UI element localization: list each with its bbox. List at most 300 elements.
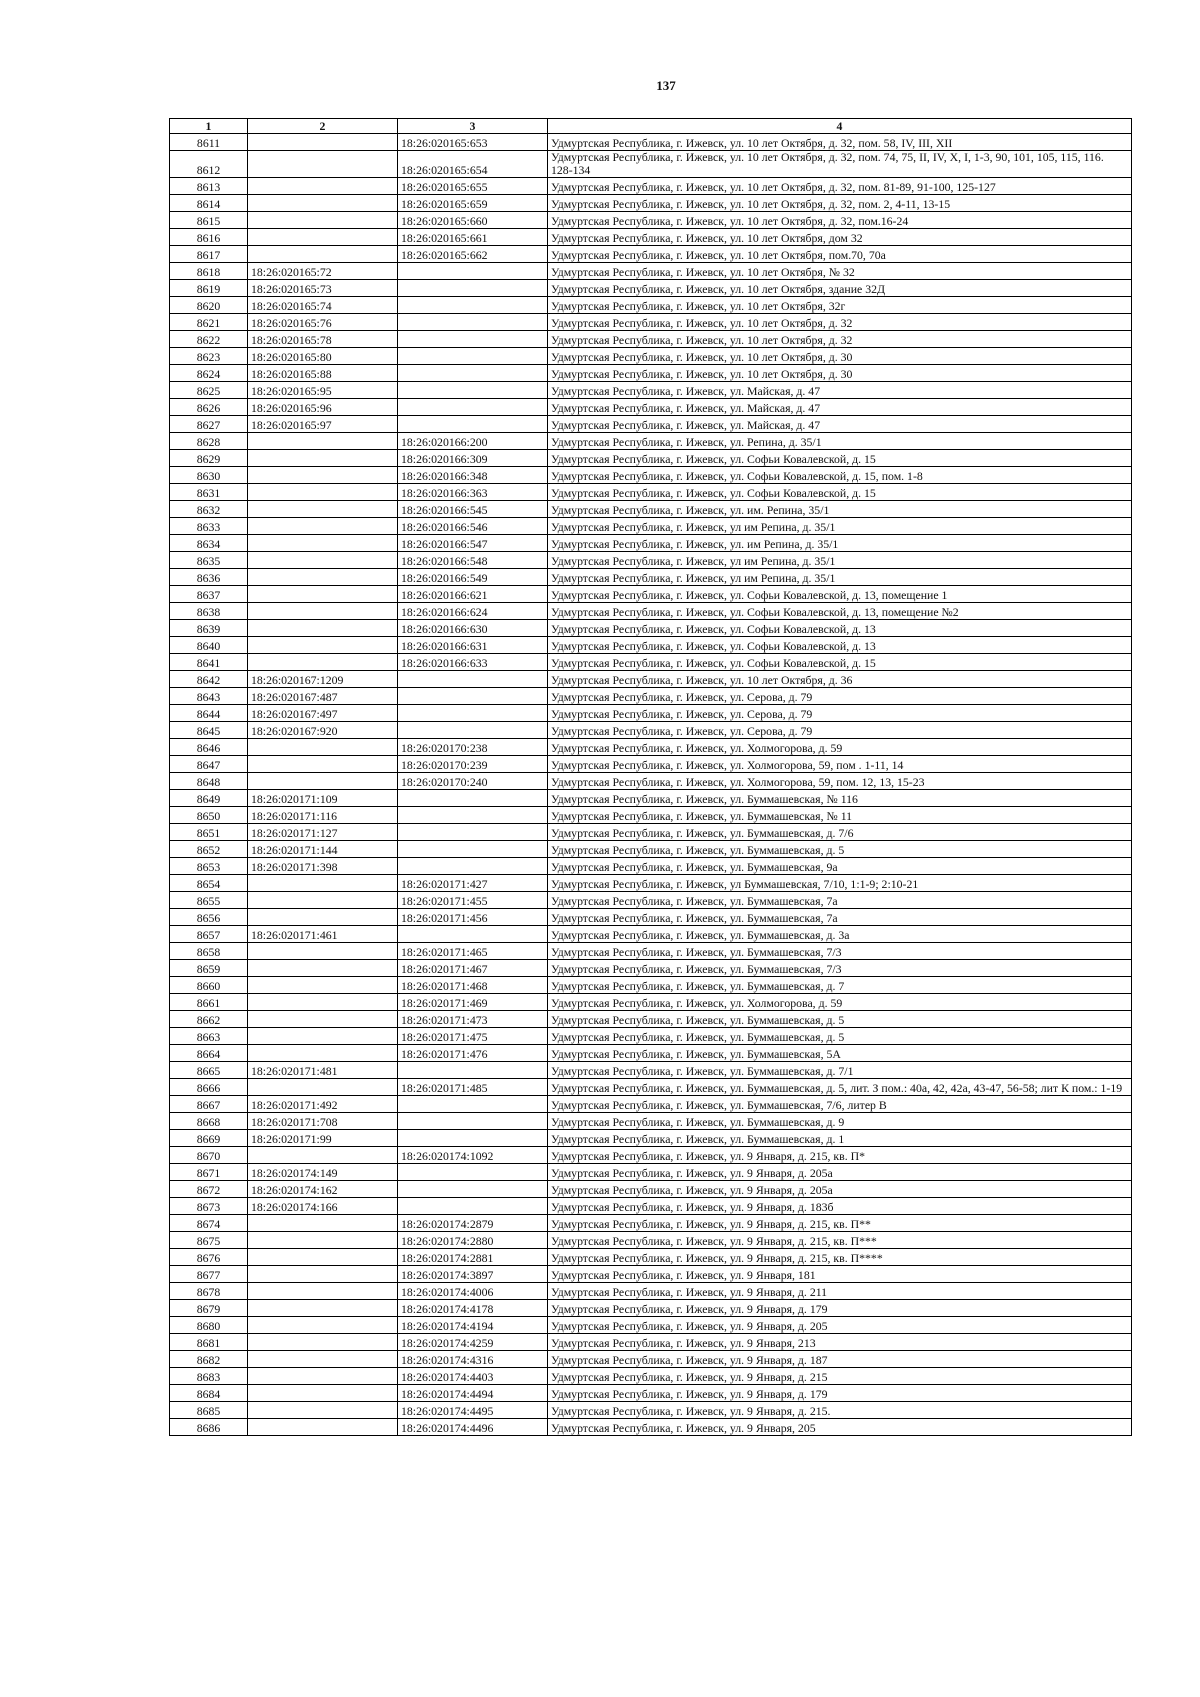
row-number-cell: 8681 bbox=[170, 1334, 248, 1351]
address-cell: Удмуртская Республика, г. Ижевск, ул. 9 Января, д. 205а bbox=[548, 1181, 1132, 1198]
cadastral-number-col2-cell bbox=[248, 620, 398, 637]
table-row bbox=[170, 263, 1132, 280]
cadastral-number-col2-cell bbox=[248, 1385, 398, 1402]
table-row bbox=[170, 1011, 1132, 1028]
table-row bbox=[170, 535, 1132, 552]
address-cell: Удмуртская Республика, г. Ижевск, ул. Холмогорова, д. 59 bbox=[548, 739, 1132, 756]
cadastral-number-col3-cell bbox=[398, 790, 548, 807]
cadastral-number-col3-cell: 18:26:020166:624 bbox=[398, 603, 548, 620]
address-cell: Удмуртская Республика, г. Ижевск, ул. Серова, д. 79 bbox=[548, 688, 1132, 705]
cadastral-number-col2-cell: 18:26:020165:95 bbox=[248, 382, 398, 399]
cadastral-number-col3-cell bbox=[398, 1113, 548, 1130]
cadastral-number-col3-cell: 18:26:020171:473 bbox=[398, 1011, 548, 1028]
address-cell: Удмуртская Республика, г. Ижевск, ул. Софьи Ковалевской, д. 15 bbox=[548, 450, 1132, 467]
table-row bbox=[170, 552, 1132, 569]
row-number-cell: 8619 bbox=[170, 280, 248, 297]
cadastral-number-col2-cell: 18:26:020171:398 bbox=[248, 858, 398, 875]
row-number-cell: 8636 bbox=[170, 569, 248, 586]
address-cell: Удмуртская Республика, г. Ижевск, ул. Буммашевская, д. 7 bbox=[548, 977, 1132, 994]
cadastral-number-col2-cell bbox=[248, 875, 398, 892]
cadastral-number-col2-cell bbox=[248, 246, 398, 263]
row-number-cell: 8632 bbox=[170, 501, 248, 518]
row-number-cell: 8625 bbox=[170, 382, 248, 399]
cadastral-number-col3-cell bbox=[398, 926, 548, 943]
row-number-cell: 8620 bbox=[170, 297, 248, 314]
cadastral-number-col3-cell: 18:26:020166:348 bbox=[398, 467, 548, 484]
address-cell: Удмуртская Республика, г. Ижевск, ул. Холмогорова, 59, пом. 12, 13, 15-23 bbox=[548, 773, 1132, 790]
cadastral-number-col2-cell: 18:26:020167:920 bbox=[248, 722, 398, 739]
cadastral-number-col3-cell: 18:26:020166:548 bbox=[398, 552, 548, 569]
cadastral-number-col2-cell bbox=[248, 1317, 398, 1334]
table-row bbox=[170, 705, 1132, 722]
address-cell: Удмуртская Республика, г. Ижевск, ул. 9 Января, д. 179 bbox=[548, 1300, 1132, 1317]
address-cell: Удмуртская Республика, г. Ижевск, ул. 9 Января, д. 211 bbox=[548, 1283, 1132, 1300]
cadastral-number-col3-cell: 18:26:020165:661 bbox=[398, 229, 548, 246]
header-row bbox=[170, 119, 1132, 134]
row-number-cell: 8618 bbox=[170, 263, 248, 280]
address-cell: Удмуртская Республика, г. Ижевск, ул. Софьи Ковалевской, д. 13 bbox=[548, 637, 1132, 654]
address-cell: Удмуртская Республика, г. Ижевск, ул. 9 Января, 205 bbox=[548, 1419, 1132, 1436]
row-number-cell: 8666 bbox=[170, 1079, 248, 1096]
row-number-cell: 8634 bbox=[170, 535, 248, 552]
row-number-cell: 8682 bbox=[170, 1351, 248, 1368]
cadastral-number-col2-cell bbox=[248, 1266, 398, 1283]
cadastral-number-col3-cell: 18:26:020171:468 bbox=[398, 977, 548, 994]
row-number-cell: 8679 bbox=[170, 1300, 248, 1317]
cadastral-number-col2-cell: 18:26:020167:487 bbox=[248, 688, 398, 705]
row-number-cell: 8670 bbox=[170, 1147, 248, 1164]
cadastral-number-col2-cell: 18:26:020174:162 bbox=[248, 1181, 398, 1198]
address-cell: Удмуртская Республика, г. Ижевск, ул. 10 лет Октября, д. 32, пом. 58, IV, III, XII bbox=[548, 134, 1132, 151]
address-cell: Удмуртская Республика, г. Ижевск, ул. 10 лет Октября, д. 32, пом. 81-89, 91-100, 125-127 bbox=[548, 178, 1132, 195]
address-cell: Удмуртская Республика, г. Ижевск, ул. Буммашевская, 5А bbox=[548, 1045, 1132, 1062]
table-row bbox=[170, 1096, 1132, 1113]
table-row bbox=[170, 756, 1132, 773]
cadastral-number-col3-cell bbox=[398, 1096, 548, 1113]
address-cell: Удмуртская Республика, г. Ижевск, ул. 10 лет Октября, д. 30 bbox=[548, 348, 1132, 365]
table-row bbox=[170, 841, 1132, 858]
address-cell: Удмуртская Республика, г. Ижевск, ул. 9 Января, д. 215, кв. П** bbox=[548, 1215, 1132, 1232]
row-number-cell: 8623 bbox=[170, 348, 248, 365]
cadastral-number-col3-cell: 18:26:020171:465 bbox=[398, 943, 548, 960]
address-cell: Удмуртская Республика, г. Ижевск, ул Буммашевская, 7/10, 1:1-9; 2:10-21 bbox=[548, 875, 1132, 892]
cadastral-number-col2-cell bbox=[248, 569, 398, 586]
row-number-cell: 8684 bbox=[170, 1385, 248, 1402]
address-cell: Удмуртская Республика, г. Ижевск, ул. 10 лет Октября, д. 30 bbox=[548, 365, 1132, 382]
address-cell: Удмуртская Республика, г. Ижевск, ул. Майская, д. 47 bbox=[548, 382, 1132, 399]
cadastral-number-col3-cell bbox=[398, 314, 548, 331]
address-cell: Удмуртская Республика, г. Ижевск, ул. Буммашевская, 7а bbox=[548, 909, 1132, 926]
address-cell: Удмуртская Республика, г. Ижевск, ул. 9 Января, д. 215, кв. П*** bbox=[548, 1232, 1132, 1249]
cadastral-number-col3-cell: 18:26:020174:4496 bbox=[398, 1419, 548, 1436]
cadastral-number-col3-cell: 18:26:020166:621 bbox=[398, 586, 548, 603]
cadastral-number-col2-cell bbox=[248, 994, 398, 1011]
row-number-cell: 8651 bbox=[170, 824, 248, 841]
table-row bbox=[170, 790, 1132, 807]
address-cell: Удмуртская Республика, г. Ижевск, ул. Софьи Ковалевской, д. 15 bbox=[548, 484, 1132, 501]
address-cell: Удмуртская Республика, г. Ижевск, ул. 10 лет Октября, пом.70, 70а bbox=[548, 246, 1132, 263]
row-number-cell: 8638 bbox=[170, 603, 248, 620]
cadastral-number-col2-cell bbox=[248, 1215, 398, 1232]
table-row bbox=[170, 875, 1132, 892]
row-number-cell: 8672 bbox=[170, 1181, 248, 1198]
cadastral-number-col3-cell: 18:26:020174:3897 bbox=[398, 1266, 548, 1283]
row-number-cell: 8674 bbox=[170, 1215, 248, 1232]
cadastral-number-col3-cell bbox=[398, 688, 548, 705]
cadastral-number-col3-cell bbox=[398, 671, 548, 688]
row-number-cell: 8640 bbox=[170, 637, 248, 654]
row-number-cell: 8686 bbox=[170, 1419, 248, 1436]
address-cell: Удмуртская Республика, г. Ижевск, ул им Репина, д. 35/1 bbox=[548, 552, 1132, 569]
address-cell: Удмуртская Республика, г. Ижевск, ул. Софьи Ковалевской, д. 15 bbox=[548, 654, 1132, 671]
cadastral-number-col2-cell: 18:26:020171:461 bbox=[248, 926, 398, 943]
table-row bbox=[170, 297, 1132, 314]
cadastral-number-col3-cell: 18:26:020174:4194 bbox=[398, 1317, 548, 1334]
row-number-cell: 8641 bbox=[170, 654, 248, 671]
table-row bbox=[170, 739, 1132, 756]
cadastral-number-col2-cell bbox=[248, 535, 398, 552]
row-number-cell: 8658 bbox=[170, 943, 248, 960]
row-number-cell: 8624 bbox=[170, 365, 248, 382]
table-row bbox=[170, 348, 1132, 365]
cadastral-number-col3-cell: 18:26:020174:4316 bbox=[398, 1351, 548, 1368]
cadastral-number-col3-cell: 18:26:020171:456 bbox=[398, 909, 548, 926]
cadastral-number-col2-cell: 18:26:020167:497 bbox=[248, 705, 398, 722]
cadastral-number-col2-cell bbox=[248, 229, 398, 246]
cadastral-number-col2-cell bbox=[248, 1351, 398, 1368]
cadastral-number-col2-cell: 18:26:020174:166 bbox=[248, 1198, 398, 1215]
cadastral-number-col2-cell bbox=[248, 1232, 398, 1249]
column-header-2: 2 bbox=[248, 119, 398, 134]
cadastral-number-col3-cell: 18:26:020166:200 bbox=[398, 433, 548, 450]
row-number-cell: 8649 bbox=[170, 790, 248, 807]
cadastral-number-col2-cell bbox=[248, 1147, 398, 1164]
cadastral-number-col2-cell bbox=[248, 1300, 398, 1317]
cadastral-number-col3-cell: 18:26:020174:1092 bbox=[398, 1147, 548, 1164]
cadastral-number-col3-cell bbox=[398, 1181, 548, 1198]
row-number-cell: 8656 bbox=[170, 909, 248, 926]
table-row bbox=[170, 637, 1132, 654]
cadastral-number-col2-cell: 18:26:020165:88 bbox=[248, 365, 398, 382]
cadastral-number-col3-cell bbox=[398, 841, 548, 858]
cadastral-number-col2-cell: 18:26:020171:481 bbox=[248, 1062, 398, 1079]
cadastral-number-col3-cell: 18:26:020165:655 bbox=[398, 178, 548, 195]
table-row bbox=[170, 1283, 1132, 1300]
row-number-cell: 8647 bbox=[170, 756, 248, 773]
cadastral-number-col2-cell: 18:26:020167:1209 bbox=[248, 671, 398, 688]
cadastral-number-col3-cell: 18:26:020165:662 bbox=[398, 246, 548, 263]
page-number: 137 bbox=[656, 78, 676, 93]
cadastral-number-col2-cell bbox=[248, 960, 398, 977]
address-cell: Удмуртская Республика, г. Ижевск, ул. Буммашевская, № 11 bbox=[548, 807, 1132, 824]
address-cell: Удмуртская Республика, г. Ижевск, ул. Буммашевская, д. 5 bbox=[548, 841, 1132, 858]
cadastral-number-col3-cell bbox=[398, 722, 548, 739]
address-cell: Удмуртская Республика, г. Ижевск, ул. Софьи Ковалевской, д. 13, помещение 1 bbox=[548, 586, 1132, 603]
cadastral-number-col3-cell bbox=[398, 1198, 548, 1215]
table-row bbox=[170, 926, 1132, 943]
cadastral-number-col2-cell bbox=[248, 134, 398, 151]
column-header-1: 1 bbox=[170, 119, 248, 134]
table-row bbox=[170, 1181, 1132, 1198]
table-row bbox=[170, 1215, 1132, 1232]
cadastral-number-col3-cell: 18:26:020174:2879 bbox=[398, 1215, 548, 1232]
row-number-cell: 8660 bbox=[170, 977, 248, 994]
cadastral-number-col3-cell: 18:26:020165:653 bbox=[398, 134, 548, 151]
table-row bbox=[170, 1419, 1132, 1436]
cadastral-number-col3-cell: 18:26:020166:633 bbox=[398, 654, 548, 671]
cadastral-number-col3-cell bbox=[398, 705, 548, 722]
cadastral-number-col3-cell bbox=[398, 297, 548, 314]
row-number-cell: 8637 bbox=[170, 586, 248, 603]
address-cell: Удмуртская Республика, г. Ижевск, ул. 9 Января, д. 205а bbox=[548, 1164, 1132, 1181]
table-row bbox=[170, 246, 1132, 263]
address-cell: Удмуртская Республика, г. Ижевск, ул. 10 лет Октября, д. 32 bbox=[548, 331, 1132, 348]
cadastral-number-col3-cell: 18:26:020166:309 bbox=[398, 450, 548, 467]
table-row bbox=[170, 1198, 1132, 1215]
row-number-cell: 8680 bbox=[170, 1317, 248, 1334]
cadastral-number-col2-cell: 18:26:020171:127 bbox=[248, 824, 398, 841]
row-number-cell: 8671 bbox=[170, 1164, 248, 1181]
cadastral-number-col3-cell: 18:26:020166:363 bbox=[398, 484, 548, 501]
cadastral-number-col2-cell bbox=[248, 1368, 398, 1385]
cadastral-number-col3-cell: 18:26:020174:4259 bbox=[398, 1334, 548, 1351]
address-cell: Удмуртская Республика, г. Ижевск, ул. Холмогорова, д. 59 bbox=[548, 994, 1132, 1011]
address-cell: Удмуртская Республика, г. Ижевск, ул. Софьи Ковалевской, д. 13 bbox=[548, 620, 1132, 637]
cadastral-number-col2-cell bbox=[248, 1249, 398, 1266]
cadastral-number-col2-cell bbox=[248, 518, 398, 535]
table-row bbox=[170, 1334, 1132, 1351]
address-cell: Удмуртская Республика, г. Ижевск, ул. 9 Января, д. 215, кв. П**** bbox=[548, 1249, 1132, 1266]
cadastral-number-col3-cell bbox=[398, 399, 548, 416]
table-body bbox=[170, 134, 1132, 1436]
table-row bbox=[170, 1147, 1132, 1164]
cadastral-number-col2-cell bbox=[248, 1028, 398, 1045]
cadastral-number-col3-cell: 18:26:020171:469 bbox=[398, 994, 548, 1011]
address-cell: Удмуртская Республика, г. Ижевск, ул. Буммашевская, д. 5, лит. З пом.: 40а, 42, 42а, 43-47, 56-58; лит К пом.: 1-19 bbox=[548, 1079, 1132, 1096]
cadastral-number-col2-cell bbox=[248, 484, 398, 501]
cadastral-number-col3-cell: 18:26:020174:4006 bbox=[398, 1283, 548, 1300]
column-header-3: 3 bbox=[398, 119, 548, 134]
row-number-cell: 8627 bbox=[170, 416, 248, 433]
cadastral-number-col2-cell: 18:26:020165:80 bbox=[248, 348, 398, 365]
cadastral-number-col2-cell: 18:26:020171:116 bbox=[248, 807, 398, 824]
cadastral-number-col3-cell: 18:26:020171:455 bbox=[398, 892, 548, 909]
address-cell: Удмуртская Республика, г. Ижевск, ул. Софьи Ковалевской, д. 15, пом. 1-8 bbox=[548, 467, 1132, 484]
row-number-cell: 8628 bbox=[170, 433, 248, 450]
row-number-cell: 8631 bbox=[170, 484, 248, 501]
cadastral-number-col2-cell: 18:26:020165:74 bbox=[248, 297, 398, 314]
cadastral-number-col3-cell: 18:26:020174:4495 bbox=[398, 1402, 548, 1419]
table-row bbox=[170, 807, 1132, 824]
table-header bbox=[170, 119, 1132, 134]
table-row bbox=[170, 1300, 1132, 1317]
table-row bbox=[170, 382, 1132, 399]
table-row bbox=[170, 280, 1132, 297]
row-number-cell: 8644 bbox=[170, 705, 248, 722]
table-row bbox=[170, 824, 1132, 841]
cadastral-number-col2-cell bbox=[248, 1419, 398, 1436]
row-number-cell: 8659 bbox=[170, 960, 248, 977]
cadastral-number-col3-cell: 18:26:020166:547 bbox=[398, 535, 548, 552]
address-cell: Удмуртская Республика, г. Ижевск, ул. Серова, д. 79 bbox=[548, 722, 1132, 739]
table-row bbox=[170, 654, 1132, 671]
row-number-cell: 8611 bbox=[170, 134, 248, 151]
row-number-cell: 8652 bbox=[170, 841, 248, 858]
row-number-cell: 8677 bbox=[170, 1266, 248, 1283]
cadastral-number-col3-cell: 18:26:020174:4403 bbox=[398, 1368, 548, 1385]
table-row bbox=[170, 484, 1132, 501]
address-cell: Удмуртская Республика, г. Ижевск, ул. Софьи Ковалевской, д. 13, помещение №2 bbox=[548, 603, 1132, 620]
cadastral-number-col3-cell bbox=[398, 382, 548, 399]
row-number-cell: 8661 bbox=[170, 994, 248, 1011]
table-row bbox=[170, 365, 1132, 382]
cadastral-number-col3-cell: 18:26:020174:4178 bbox=[398, 1300, 548, 1317]
address-cell: Удмуртская Республика, г. Ижевск, ул. 10 лет Октября, д. 32, пом. 2, 4-11, 13-15 bbox=[548, 195, 1132, 212]
table-row bbox=[170, 909, 1132, 926]
address-cell: Удмуртская Республика, г. Ижевск, ул. 9 Января, д. 187 bbox=[548, 1351, 1132, 1368]
table-row bbox=[170, 688, 1132, 705]
row-number-cell: 8673 bbox=[170, 1198, 248, 1215]
cadastral-number-col3-cell bbox=[398, 858, 548, 875]
cadastral-number-col3-cell: 18:26:020171:427 bbox=[398, 875, 548, 892]
address-cell: Удмуртская Республика, г. Ижевск, ул. Холмогорова, 59, пом . 1-11, 14 bbox=[548, 756, 1132, 773]
cadastral-number-col2-cell bbox=[248, 151, 398, 178]
table-row bbox=[170, 994, 1132, 1011]
cadastral-number-col2-cell: 18:26:020171:708 bbox=[248, 1113, 398, 1130]
cadastral-number-col2-cell: 18:26:020171:109 bbox=[248, 790, 398, 807]
cadastral-number-col2-cell bbox=[248, 433, 398, 450]
address-cell: Удмуртская Республика, г. Ижевск, ул. Буммашевская, д. 5 bbox=[548, 1011, 1132, 1028]
row-number-cell: 8643 bbox=[170, 688, 248, 705]
row-number-cell: 8678 bbox=[170, 1283, 248, 1300]
address-cell: Удмуртская Республика, г. Ижевск, ул. Буммашевская, 7а bbox=[548, 892, 1132, 909]
row-number-cell: 8612 bbox=[170, 151, 248, 178]
row-number-cell: 8668 bbox=[170, 1113, 248, 1130]
address-cell: Удмуртская Республика, г. Ижевск, ул. 10 лет Октября, д. 32 bbox=[548, 314, 1132, 331]
address-cell: Удмуртская Республика, г. Ижевск, ул. Майская, д. 47 bbox=[548, 399, 1132, 416]
cadastral-number-col2-cell bbox=[248, 178, 398, 195]
cadastral-number-col2-cell bbox=[248, 1334, 398, 1351]
address-cell: Удмуртская Республика, г. Ижевск, ул. 9 Января, д. 215 bbox=[548, 1368, 1132, 1385]
row-number-cell: 8653 bbox=[170, 858, 248, 875]
cadastral-number-col2-cell bbox=[248, 943, 398, 960]
row-number-cell: 8664 bbox=[170, 1045, 248, 1062]
address-cell: Удмуртская Республика, г. Ижевск, ул. 9 Января, д. 179 bbox=[548, 1385, 1132, 1402]
cadastral-number-col2-cell bbox=[248, 212, 398, 229]
address-cell: Удмуртская Республика, г. Ижевск, ул им Репина, д. 35/1 bbox=[548, 518, 1132, 535]
cadastral-number-col2-cell: 18:26:020165:78 bbox=[248, 331, 398, 348]
cadastral-number-col3-cell: 18:26:020170:238 bbox=[398, 739, 548, 756]
row-number-cell: 8662 bbox=[170, 1011, 248, 1028]
table-row bbox=[170, 229, 1132, 246]
cadastral-number-col3-cell bbox=[398, 824, 548, 841]
row-number-cell: 8676 bbox=[170, 1249, 248, 1266]
address-cell: Удмуртская Республика, г. Ижевск, ул. Буммашевская, 9а bbox=[548, 858, 1132, 875]
row-number-cell: 8621 bbox=[170, 314, 248, 331]
cadastral-number-col2-cell: 18:26:020165:76 bbox=[248, 314, 398, 331]
address-cell: Удмуртская Республика, г. Ижевск, ул. 10 лет Октября, здание 32Д bbox=[548, 280, 1132, 297]
address-cell: Удмуртская Республика, г. Ижевск, ул. Репина, д. 35/1 bbox=[548, 433, 1132, 450]
cadastral-number-col2-cell bbox=[248, 1011, 398, 1028]
row-number-cell: 8675 bbox=[170, 1232, 248, 1249]
cadastral-number-col3-cell: 18:26:020165:660 bbox=[398, 212, 548, 229]
table-row bbox=[170, 467, 1132, 484]
table-row bbox=[170, 1249, 1132, 1266]
table-row bbox=[170, 518, 1132, 535]
cadastral-number-col2-cell: 18:26:020171:99 bbox=[248, 1130, 398, 1147]
cadastral-number-col3-cell bbox=[398, 348, 548, 365]
cadastral-number-col2-cell bbox=[248, 1402, 398, 1419]
row-number-cell: 8645 bbox=[170, 722, 248, 739]
row-number-cell: 8629 bbox=[170, 450, 248, 467]
address-cell: Удмуртская Республика, г. Ижевск, ул. Буммашевская, д. 7/1 bbox=[548, 1062, 1132, 1079]
table-row bbox=[170, 501, 1132, 518]
cadastral-number-col3-cell bbox=[398, 365, 548, 382]
cadastral-number-col2-cell bbox=[248, 586, 398, 603]
row-number-cell: 8622 bbox=[170, 331, 248, 348]
table-row bbox=[170, 1079, 1132, 1096]
cadastral-number-col3-cell bbox=[398, 807, 548, 824]
address-cell: Удмуртская Республика, г. Ижевск, ул. 10 лет Октября, д. 36 bbox=[548, 671, 1132, 688]
row-number-cell: 8642 bbox=[170, 671, 248, 688]
table-row bbox=[170, 722, 1132, 739]
cadastral-number-col3-cell: 18:26:020170:240 bbox=[398, 773, 548, 790]
cadastral-number-col3-cell: 18:26:020171:467 bbox=[398, 960, 548, 977]
table-row bbox=[170, 586, 1132, 603]
table-row bbox=[170, 195, 1132, 212]
cadastral-number-col3-cell bbox=[398, 280, 548, 297]
table-row bbox=[170, 1351, 1132, 1368]
cadastral-number-col2-cell bbox=[248, 1283, 398, 1300]
row-number-cell: 8648 bbox=[170, 773, 248, 790]
address-cell: Удмуртская Республика, г. Ижевск, ул. 9 Января, 213 bbox=[548, 1334, 1132, 1351]
row-number-cell: 8635 bbox=[170, 552, 248, 569]
address-cell: Удмуртская Республика, г. Ижевск, ул. 9 Января, д. 215, кв. П* bbox=[548, 1147, 1132, 1164]
cadastral-number-col2-cell: 18:26:020165:96 bbox=[248, 399, 398, 416]
cadastral-number-col3-cell bbox=[398, 1164, 548, 1181]
cadastral-number-col3-cell: 18:26:020171:475 bbox=[398, 1028, 548, 1045]
cadastral-number-col2-cell bbox=[248, 1079, 398, 1096]
address-cell: Удмуртская Республика, г. Ижевск, ул. Серова, д. 79 bbox=[548, 705, 1132, 722]
cadastral-number-col3-cell: 18:26:020165:659 bbox=[398, 195, 548, 212]
cadastral-number-col3-cell: 18:26:020170:239 bbox=[398, 756, 548, 773]
table-row bbox=[170, 1028, 1132, 1045]
address-cell: Удмуртская Республика, г. Ижевск, ул. Буммашевская, д. 3а bbox=[548, 926, 1132, 943]
cadastral-number-col2-cell: 18:26:020171:144 bbox=[248, 841, 398, 858]
table-row bbox=[170, 1164, 1132, 1181]
table-row bbox=[170, 399, 1132, 416]
address-cell: Удмуртская Республика, г. Ижевск, ул. им Репина, д. 35/1 bbox=[548, 535, 1132, 552]
table-row bbox=[170, 1045, 1132, 1062]
cadastral-number-col3-cell: 18:26:020166:545 bbox=[398, 501, 548, 518]
table-row bbox=[170, 671, 1132, 688]
row-number-cell: 8650 bbox=[170, 807, 248, 824]
cadastral-number-col2-cell bbox=[248, 909, 398, 926]
table-row bbox=[170, 943, 1132, 960]
address-cell: Удмуртская Республика, г. Ижевск, ул. Буммашевская, № 116 bbox=[548, 790, 1132, 807]
table-row bbox=[170, 450, 1132, 467]
cadastral-number-col3-cell: 18:26:020166:546 bbox=[398, 518, 548, 535]
table-row bbox=[170, 858, 1132, 875]
address-cell: Удмуртская Республика, г. Ижевск, ул. 10 лет Октября, дом 32 bbox=[548, 229, 1132, 246]
table-row bbox=[170, 960, 1132, 977]
table-row bbox=[170, 1113, 1132, 1130]
table-row bbox=[170, 569, 1132, 586]
cadastral-number-col3-cell: 18:26:020174:2880 bbox=[398, 1232, 548, 1249]
address-cell: Удмуртская Республика, г. Ижевск, ул. 10 лет Октября, 32г bbox=[548, 297, 1132, 314]
table-row bbox=[170, 1266, 1132, 1283]
table-row bbox=[170, 1232, 1132, 1249]
